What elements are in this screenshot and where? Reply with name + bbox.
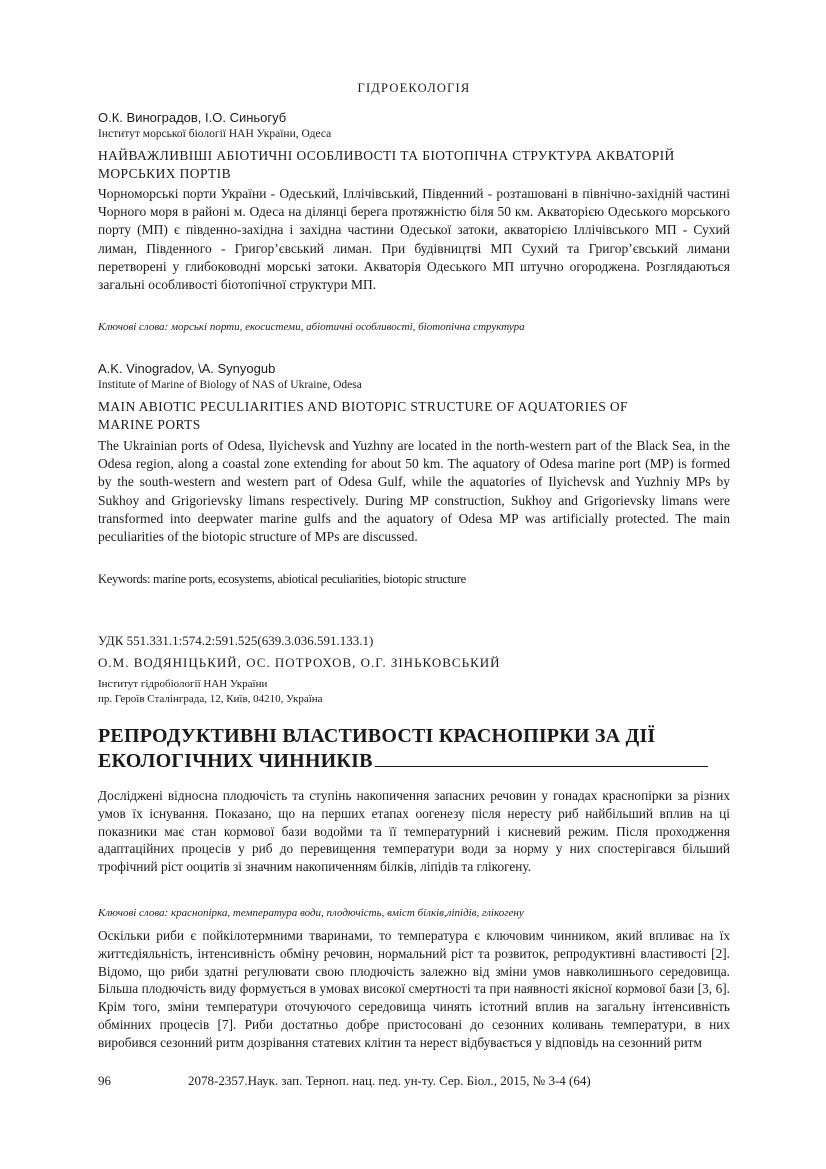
article2-affiliation-line1: Інститут гідробіології НАН України	[98, 678, 268, 690]
article1-ua-title	[98, 147, 730, 183]
article1-ua-title-line1: НАЙВАЖЛИВІШІ АБІОТИЧНІ ОСОБЛИВОСТІ ТА БІОТОПІЧНА СТРУКТУРА АКВАТОРІЙ	[98, 148, 675, 163]
article1-ua-authors: О.К. Виноградов, І.О. Синьогуб	[98, 110, 287, 125]
article1-en-title	[98, 398, 730, 434]
article1-en-abstract: The Ukrainian ports of Odesa, Ilyichevsk and Yuzhny are located in the north-western part of the Black Sea, in the Odesa region, along a coastal zone extending for about 50 km. The aquatory of Odesa marine port (MP) is formed by the south-western and western part of Odesa Gulf, while the aquatories of Ilyichevsk and Yuzhniy MPs by Sukhoy and Grigorievsky limans respectively. During MP construction, Sukhoy and Grigorievsky limans were transformed into deepwater marine gulfs and the aquatory of Odesa MP was artificially protected. The main peculiarities of the biotopic structure of MPs are discussed.	[98, 438, 730, 545]
article2-authors: О.М. ВОДЯНІЦЬКИЙ, ОС. ПОТРОХОВ, О.Г. ЗІНЬКОВСЬКИЙ	[98, 655, 501, 670]
article1-en-title-line1: MAIN ABIOTIC PECULIARITIES AND BIOTOPIC STRUCTURE OF AQUATORIES OF	[98, 399, 628, 414]
article1-ua-keywords: Ключові слова: морські порти, екосистеми, абіотичні особливості, біотопічна структура	[98, 321, 525, 333]
article1-ua-affiliation: Інститут морської біології НАН України, Одеса	[98, 128, 332, 140]
article2-title	[98, 724, 730, 773]
article2-affiliation	[98, 677, 730, 707]
article1-en-keywords: Keywords: marine ports, ecosystems, abiotical peculiarities, biotopic structure	[98, 572, 466, 586]
article2-keywords: Ключові слова: краснопірка, температура води, плодючість, вміст білків,ліпідів, глікогену	[98, 907, 524, 919]
article2-body: Оскільки риби є пойкілотермними тваринами, то температура є ключовим чинником, який впливає на їх життєдіяльність, інтенсивність обміну речовин, нормальний ріст та розвиток, репродуктивні властивості [2]. Відомо, що риби здатні регулювати свою плодючість залежно від зміни умов навколишнього середовища. Більша плодючість виду формується в умовах високої смертності та при наявності якісної кормової бази [3, 6]. Крім того, зміни температури оточуючого середовища чинять істотний вплив на загальну інтенсивність обмінних процесів [7]. Риби достатньо добре пристосовані до сезонних коливань температури, в них виробився сезонний ритм дозрівання статевих клітин та нерест відбувається у відповідь на сезонний ритм	[98, 928, 730, 1050]
article2-abstract: Досліджені відносна плодючість та ступінь накопичення запасних речовин у гонадах краснопірки за різних умов їх існування. Показано, що на перших етапах оогенезу після нересту риб найбільший вплив на ці показники має стан кормової бази водойми та її температурний і кисневий режим. Після проходження адаптаційних процесів у риб до перевищення температури води за норму у них спостерігався більший трофічний ріст ооцитів зі значним накопиченням білків, ліпідів та глікогену.	[98, 788, 730, 875]
article2-affiliation-line2: пр. Героїв Сталінграда, 12, Київ, 04210, Україна	[98, 693, 323, 705]
journal-citation: 2078-2357.Наук. зап. Терноп. нац. пед. ун-ту. Сер. Біол., 2015, № 3-4 (64)	[188, 1073, 591, 1088]
article1-ua-title-line2: МОРСЬКИХ ПОРТІВ	[98, 166, 231, 181]
article1-en-title-line2: MARINE PORTS	[98, 417, 201, 432]
page-number: 96	[98, 1073, 111, 1088]
article1-en-authors: A.K. Vinogradov, \A. Synyogub	[98, 361, 276, 376]
article1-en-affiliation: Institute of Marine of Biology of NAS of Ukraine, Odesa	[98, 379, 362, 391]
section-heading: ГІДРОЕКОЛОГІЯ	[357, 81, 471, 95]
title-underline-rule	[375, 748, 708, 767]
article2-title-line1: РЕПРОДУКТИВНІ ВЛАСТИВОСТІ КРАСНОПІРКИ ЗА ДІЇ	[98, 725, 656, 747]
article2-title-line2: ЕКОЛОГІЧНИХ ЧИННИКІВ	[98, 750, 373, 772]
article2-udk: УДК 551.331.1:574.2:591.525(639.3.036.591.133.1)	[98, 633, 374, 648]
article1-ua-abstract: Чорноморські порти України - Одеський, Іллічівський, Південний - розташовані в північно-західній частині Чорного моря в районі м. Одеса на ділянці берега протяжністю біля 50 км. Акваторією Одеського морського порту (МП) є південно-західна і західна частини Одеської затоки, акваторією Іллічівського МП - Сухий лиман, Південного - Григор’євський лиман. При будівництві МП Сухий та Григор’євський лимани перетворені у глибоководні морські затоки. Акваторія Одеського МП штучно огороджена. Розглядаються загальні особливості біотопічної структури МП.	[98, 186, 730, 293]
